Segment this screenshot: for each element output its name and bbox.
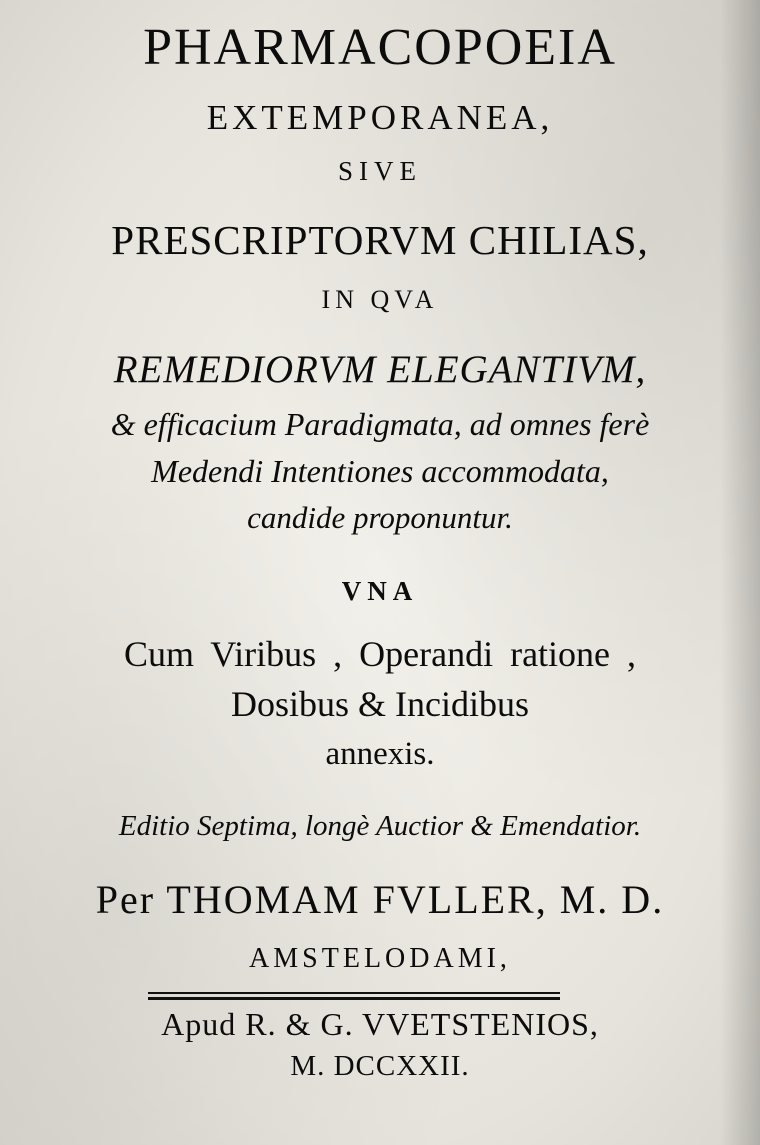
annex-line-2: Dosibus & Incidibus — [230, 684, 529, 724]
una-heading: VNA — [341, 576, 419, 606]
edition-statement: Editio Septima, longè Auctior & Emendatior. — [118, 810, 642, 842]
title-alternate: PRESCRIPTORVM CHILIAS, — [111, 217, 649, 263]
title-main: PHARMACOPOEIA — [143, 19, 617, 76]
imprint-printer: Apud R. & G. VVETSTENIOS, — [161, 1006, 599, 1042]
imprint-rule-thin — [148, 992, 560, 994]
imprint-rule-thick — [148, 997, 560, 1000]
description-line-1: REMEDIORVM ELEGANTIVM, — [113, 348, 647, 391]
title-in-qua: IN QVA — [321, 285, 439, 314]
description-line-3: Medendi Intentiones accommodata, — [151, 453, 609, 489]
imprint-place: AMSTELODAMI, — [249, 943, 511, 974]
description-line-2: & efficacium Paradigmata, ad omnes ferè — [110, 406, 650, 442]
author-statement: Per THOMAM FVLLER, M. D. — [95, 877, 665, 922]
annex-line-1: Cum Viribus , Operandi ratione , — [123, 634, 637, 674]
description-line-4: candide proponuntur. — [247, 500, 513, 535]
title-conjunction: SIVE — [338, 156, 422, 186]
annex-line-3: annexis. — [325, 736, 435, 772]
title-subtitle: EXTEMPORANEA, — [206, 98, 554, 137]
imprint-year: M. DCCXXII. — [290, 1050, 470, 1082]
